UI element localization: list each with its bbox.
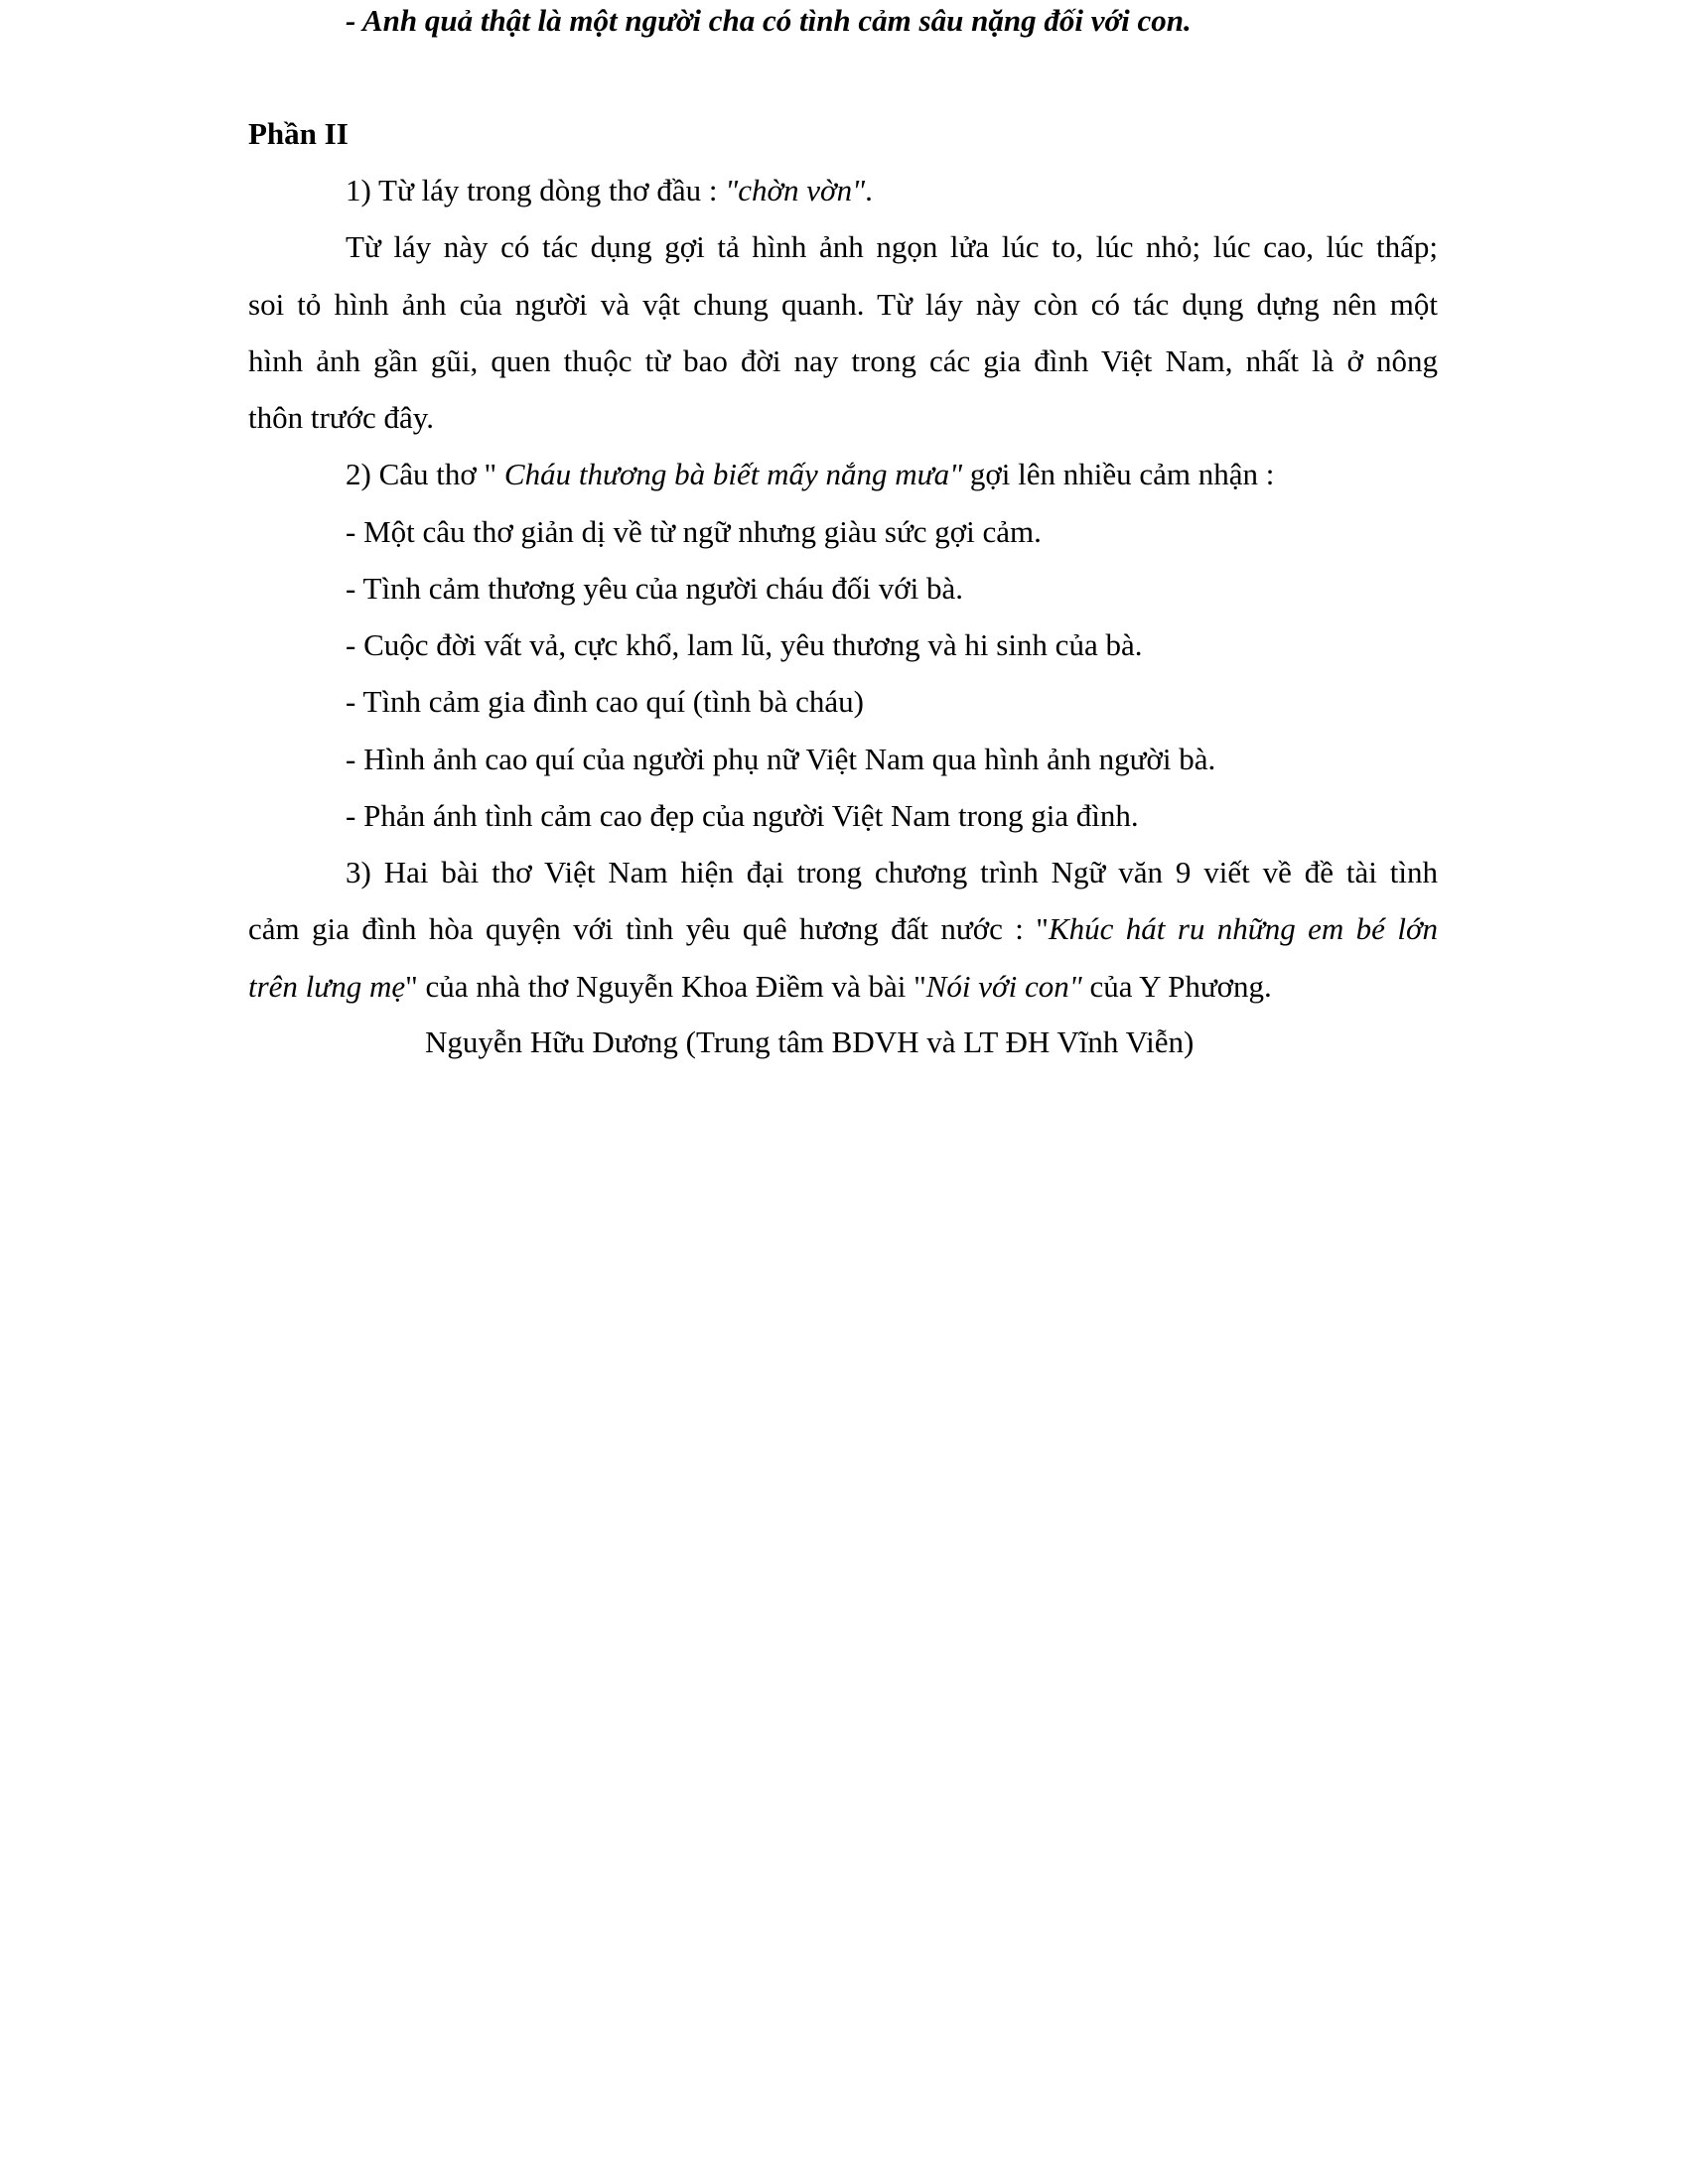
q3-line3-italic: trên lưng mẹ <box>248 969 406 1004</box>
q3-line3-mid: " của nhà thơ Nguyễn Khoa Điềm và bài " <box>405 969 926 1004</box>
q2-prefix: 2) Câu thơ " <box>346 457 504 491</box>
section-heading: Phần II <box>248 116 349 151</box>
q1-para-line-4: thôn trước đây. <box>248 400 434 435</box>
q2-suffix: gợi lên nhiều cảm nhận : <box>962 457 1275 491</box>
q2-quote: Cháu thương bà biết mấy nắng mưa" <box>503 457 963 491</box>
signature: Nguyễn Hữu Dương (Trung tâm BDVH và LT ĐH Vĩnh Viễn) <box>425 1024 1195 1059</box>
q3-line-3 <box>248 968 1272 1006</box>
q2-bullet-4: - Tình cảm gia đình cao quí (tình bà cháu) <box>346 684 864 719</box>
q2-bullet-1: - Một câu thơ giản dị về từ ngữ nhưng giàu sức gợi cảm. <box>346 514 1042 549</box>
q1-para-line-1: Từ láy này có tác dụng gợi tả hình ảnh ngọn lửa lúc to, lúc nhỏ; lúc cao, lúc thấp; <box>346 229 1438 264</box>
q1-prefix: 1) Từ láy trong dòng thơ đầu : <box>346 173 726 207</box>
q1-suffix: . <box>865 173 873 207</box>
q3-line3-italic2: Nói với con" <box>925 969 1082 1004</box>
q1-para-line-2: soi tỏ hình ảnh của người và vật chung quanh. Từ láy này còn có tác dụng dựng nên một <box>248 287 1438 322</box>
q1-quote: "chờn vờn" <box>725 173 866 207</box>
q2-bullet-2: - Tình cảm thương yêu của người cháu đối với bà. <box>346 571 963 606</box>
q2-bullet-5: - Hình ảnh cao quí của người phụ nữ Việt Nam qua hình ảnh người bà. <box>346 742 1216 776</box>
closing-text: Anh quả thật là một người cha có tình cảm sâu nặng đối với con. <box>361 3 1192 38</box>
q1-heading <box>346 172 873 209</box>
q3-line2-plain: cảm gia đình hòa quyện với tình yêu quê hương đất nước : " <box>248 911 1049 946</box>
q2-bullet-6: - Phản ánh tình cảm cao đẹp của người Việt Nam trong gia đình. <box>346 798 1139 833</box>
closing-prefix: - <box>346 3 362 38</box>
q3-line-1: 3) Hai bài thơ Việt Nam hiện đại trong chương trình Ngữ văn 9 viết về đề tài tình <box>346 855 1438 889</box>
q3-line3-end: của Y Phương. <box>1081 969 1272 1004</box>
closing-line <box>346 2 1192 40</box>
q2-heading <box>346 456 1274 493</box>
q3-line2-italic: Khúc hát ru những em bé lớn <box>1048 911 1438 946</box>
q1-para-line-3: hình ảnh gần gũi, quen thuộc từ bao đời nay trong các gia đình Việt Nam, nhất là ở nông <box>248 343 1438 378</box>
q2-bullet-3: - Cuộc đời vất vả, cực khổ, lam lũ, yêu thương và hi sinh của bà. <box>346 627 1143 662</box>
q3-line-2 <box>248 910 1438 948</box>
